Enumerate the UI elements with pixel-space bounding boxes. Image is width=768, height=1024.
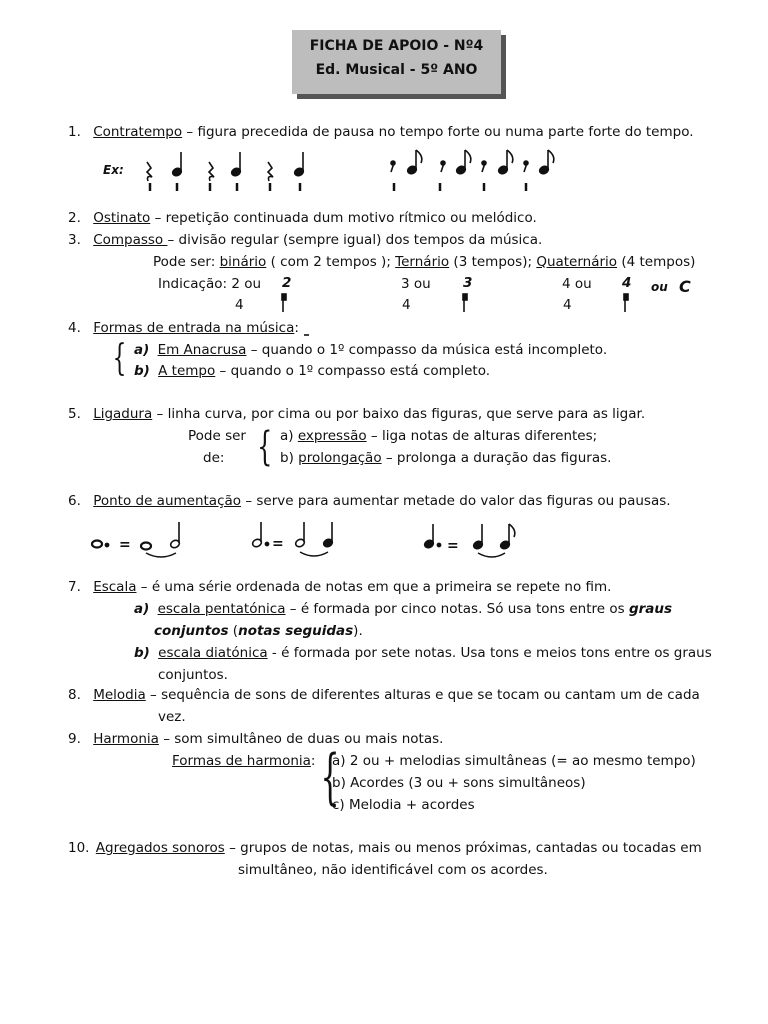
- tie-icon: [478, 553, 505, 557]
- quarter-note-icon: [472, 524, 483, 550]
- item-10-cont: simultâneo, não identificável com os acordes.: [238, 862, 548, 878]
- harmony-b: b) Acordes (3 ou + sons simultâneos): [332, 775, 586, 791]
- whole-note-icon: [141, 543, 151, 550]
- brace-icon: {: [112, 338, 127, 379]
- eighth-note-icon: [538, 150, 553, 175]
- title-line-2: Ed. Musical - 5º ANO: [315, 62, 478, 78]
- compasso-types: Pode ser: binário ( com 2 tempos ); Ternário (3 tempos); Quaternário (4 tempos): [153, 254, 696, 270]
- item-2: 2. Ostinato – repetição continuada dum motivo rítmico ou melódico.: [68, 210, 537, 226]
- eighth-rest-icon: [441, 161, 445, 172]
- pode-ser-label: Pode ser: [188, 428, 246, 444]
- item-8: 8. Melodia – sequência de sons de diferentes alturas e que se tocam ou cantam um de cada: [68, 687, 700, 703]
- ternary-bottom: 4: [402, 297, 411, 313]
- quarter-rest-icon: [268, 162, 273, 181]
- quarter-note-icon: [293, 152, 304, 177]
- quarter-note-time-sig-icon: [624, 294, 628, 312]
- quarter-note-time-sig-icon: [282, 294, 286, 312]
- eighth-rest-icon: [391, 161, 395, 172]
- dotted-quarter-note-icon: [423, 524, 440, 549]
- brace-icon: {: [320, 742, 340, 812]
- common-time-symbol: C: [679, 277, 691, 296]
- item-7b: b) escala diatónica - é formada por sete notas. Usa tons e meios tons entre os graus: [134, 645, 712, 661]
- ou-bold: ou: [651, 280, 668, 294]
- binary-bottom: 4: [235, 297, 244, 313]
- item-5a: a) expressão – liga notas de alturas diferentes;: [280, 428, 598, 444]
- eighth-note-icon: [406, 150, 421, 175]
- item-3: 3. Compasso – divisão regular (sempre igual) dos tempos da música.: [68, 232, 543, 248]
- item-5: 5. Ligadura – linha curva, por cima ou por baixo das figuras, que serve para as ligar.: [68, 406, 646, 422]
- indicacao-label: Indicação: 2 ou: [158, 276, 262, 292]
- de-label: de:: [203, 450, 225, 466]
- quaternary-alt-top: 4: [622, 275, 632, 291]
- item-6: 6. Ponto de aumentação – serve para aumentar metade do valor das figuras ou pausas.: [68, 493, 671, 509]
- item-7b-cont: conjuntos.: [158, 667, 228, 683]
- brace-icon: {: [257, 424, 273, 470]
- item-9: 9. Harmonia – som simultâneo de duas ou mais notas.: [68, 731, 444, 747]
- item-7a-cont: conjuntos (notas seguidas).: [154, 623, 363, 639]
- item-4a: a) Em Anacrusa – quando o 1º compasso da música está incompleto.: [134, 342, 608, 358]
- title-line-1: FICHA DE APOIO - Nº4: [309, 38, 484, 54]
- item-4: 4. Formas de entrada na música:: [68, 320, 299, 336]
- quarter-note-icon: [230, 152, 241, 177]
- half-note-icon: [294, 522, 305, 548]
- tie-icon: [146, 553, 176, 557]
- item-7a: a) escala pentatónica – é formada por cinco notas. Só usa tons entre os graus: [134, 601, 673, 617]
- quaternary-bottom: 4: [563, 297, 572, 313]
- item-text: – figura precedida de pausa no tempo forte ou numa parte forte do tempo.: [182, 124, 694, 140]
- ternary-top: 3 ou: [401, 276, 431, 292]
- quarter-rest-icon: [147, 162, 152, 181]
- quarter-note-icon: [171, 152, 182, 177]
- svg-text:=: =: [119, 537, 131, 553]
- eighth-rest-icon: [482, 161, 486, 172]
- harmony-c: c) Melodia + acordes: [332, 797, 475, 813]
- quarter-note-time-sig-icon: [463, 294, 467, 312]
- eighth-note-icon: [455, 150, 470, 175]
- item-number: 1.: [68, 124, 81, 140]
- item-4b: b) A tempo – quando o 1º compasso está completo.: [134, 363, 491, 379]
- harmony-a: a) 2 ou + melodias simultâneas (= ao mesmo tempo): [332, 753, 696, 769]
- quarter-note-icon: [322, 522, 333, 548]
- binary-alt-top: 2: [282, 275, 292, 291]
- item-5b: b) prolongação – prolonga a duração das figuras.: [280, 450, 612, 466]
- dotted-half-note-icon: [251, 522, 268, 548]
- eighth-note-icon: [499, 524, 514, 550]
- item-8-cont: vez.: [158, 709, 186, 725]
- quaternary-top: 4 ou: [562, 276, 592, 292]
- dotted-whole-note-icon: [92, 541, 109, 548]
- ternary-alt-top: 3: [463, 275, 473, 291]
- tie-icon: [300, 552, 328, 556]
- item-term: Contratempo: [93, 124, 183, 140]
- eighth-note-icon: [497, 150, 512, 175]
- harmony-forms-label: Formas de harmonia:: [172, 753, 316, 769]
- example-label: Ex:: [103, 163, 124, 177]
- item-10: 10. Agregados sonoros – grupos de notas, mais ou menos próximas, cantadas ou tocadas em: [68, 840, 702, 856]
- svg-text:=: =: [447, 538, 459, 554]
- item-7: 7. Escala – é uma série ordenada de notas em que a primeira se repete no fim.: [68, 579, 612, 595]
- eighth-rest-icon: [524, 161, 528, 172]
- quarter-rest-icon: [209, 162, 214, 181]
- half-note-icon: [169, 522, 180, 549]
- svg-text:=: =: [272, 536, 284, 552]
